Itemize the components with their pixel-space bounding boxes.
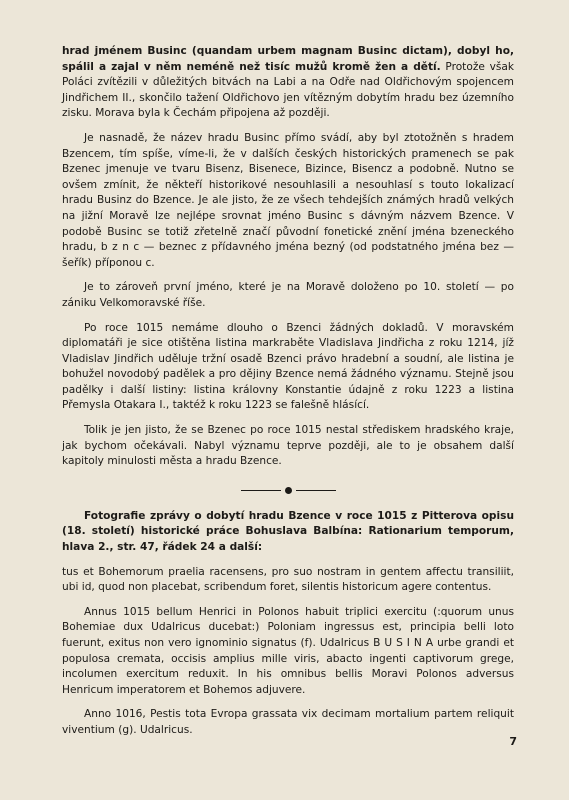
- latin-paragraph-1: tus et Bohemorum praelia racensens, pro suo nostram in gentem affectu transiliit, ubi id, quod non placebat, scribendum foret, silentis historicum agere contentus.: [62, 565, 514, 594]
- divider-line-left: [241, 490, 281, 492]
- latin-paragraph-2: Annus 1015 bellum Henrici in Polonos habuit triplici exercitu (:quorum unus Bohemiae dux Udalricus ducebat:) Poloniam ingressus est, principia belli loto fuerunt, exitus non vero ignominio signatus (f). Udalricus B U S I N A urbe grandi et populosa cremata, occisis amplius mille viris, abacto ingenti captivorum grege, incolumen exercitum reduxit. In his omnibus bellis Moravi Polonos adversus Henricum imperatorem et Bohemos adjuvere.: [62, 605, 514, 696]
- paragraph-1-rest: Protože však Poláci zvítězili v důležitých bitvách na Labi a na Odře nad Oldřichovým spojencem Jindřichem II., skončilo tažení Oldřichovo jen vítězným dobytím hradu bez územního zisku. Morava byla k Čechám připojena až později.: [62, 60, 515, 120]
- section-divider: [62, 487, 514, 494]
- divider-line-right: [296, 490, 336, 492]
- divider-dot-icon: [285, 487, 292, 494]
- paragraph-4: Po roce 1015 nemáme dlouho o Bzenci žádných dokladů. V moravském diplomatáři je sice otištěna listina markraběte Vladislava Jindřicha z roku 1214, jíž Vladislav Jindřich uděluje tržní osadě Bzenci právo hradební a soudní, ale listina je bohužel novodobý padělek a pro dějiny Bzence nemá žádného významu. Stejně jsou padělky i další listiny: listina královny Konstantie údajně z roku 1223 a listina Přemysla Otakara I., taktéž k roku 1223 se falešně hlásící.: [62, 321, 514, 412]
- paragraph-1: [62, 44, 514, 122]
- page-number: 7: [509, 735, 517, 748]
- paragraph-5: Tolik je jen jisto, že se Bzenec po roce 1015 nestal střediskem hradského kraje, jak bychom očekávali. Nabyl významu teprve později, ale to je obsahem další kapitoly minulosti města a hradu Bzence.: [62, 424, 514, 468]
- bold-lead: hrad jménem Businc (quandam urbem magnam Businc dictam), dobyl ho, spálil a zajal v něm neméně než tisíc mužů kromě žen a dětí.: [62, 45, 514, 73]
- paragraph-2: Je nasnadě, že název hradu Businc přímo svádí, aby byl ztotožněn s hradem Bzencem, tím spíše, víme-li, že v dalších českých historických pramenech se pak Bzenec jmenuje ve tvaru Bisenz, Bisenece, Bizince, Bisencz a podobně. Nutno se ovšem zmínit, že někteří historikové nesouhlasili a nesouhlasí s touto lokalizací hradu Businz do Bzence. Je ale jisto, že ze všech tehdejších známých hradů velkých na jižní Moravě lze nejlépe srovnat jméno Businc s dávným názvem Bzence. V podobě Businc se totiž zřetelně značí původní fonetické znění jména bzeneckého hradu, b z n c — beznec z přídavného jména bezný (od podstatného jména bez — šeřík) příponou c.: [62, 131, 514, 269]
- latin-quote: [62, 565, 514, 739]
- latin-paragraph-3: Anno 1016, Pestis tota Evropa grassata vix decimam mortalium partem reliquit viventium (g). Udalricus.: [62, 708, 514, 736]
- photo-caption: Fotografie zprávy o dobytí hradu Bzence v roce 1015 z Pitterova opisu (18. století) historické práce Bohuslava Balbína: Rationarium temporum, hlava 2., str. 47, řádek 24 a další:: [62, 509, 514, 554]
- paragraph-3: Je to zároveň první jméno, které je na Moravě doloženo po 10. století — po zániku Velkomoravské říše.: [62, 281, 514, 309]
